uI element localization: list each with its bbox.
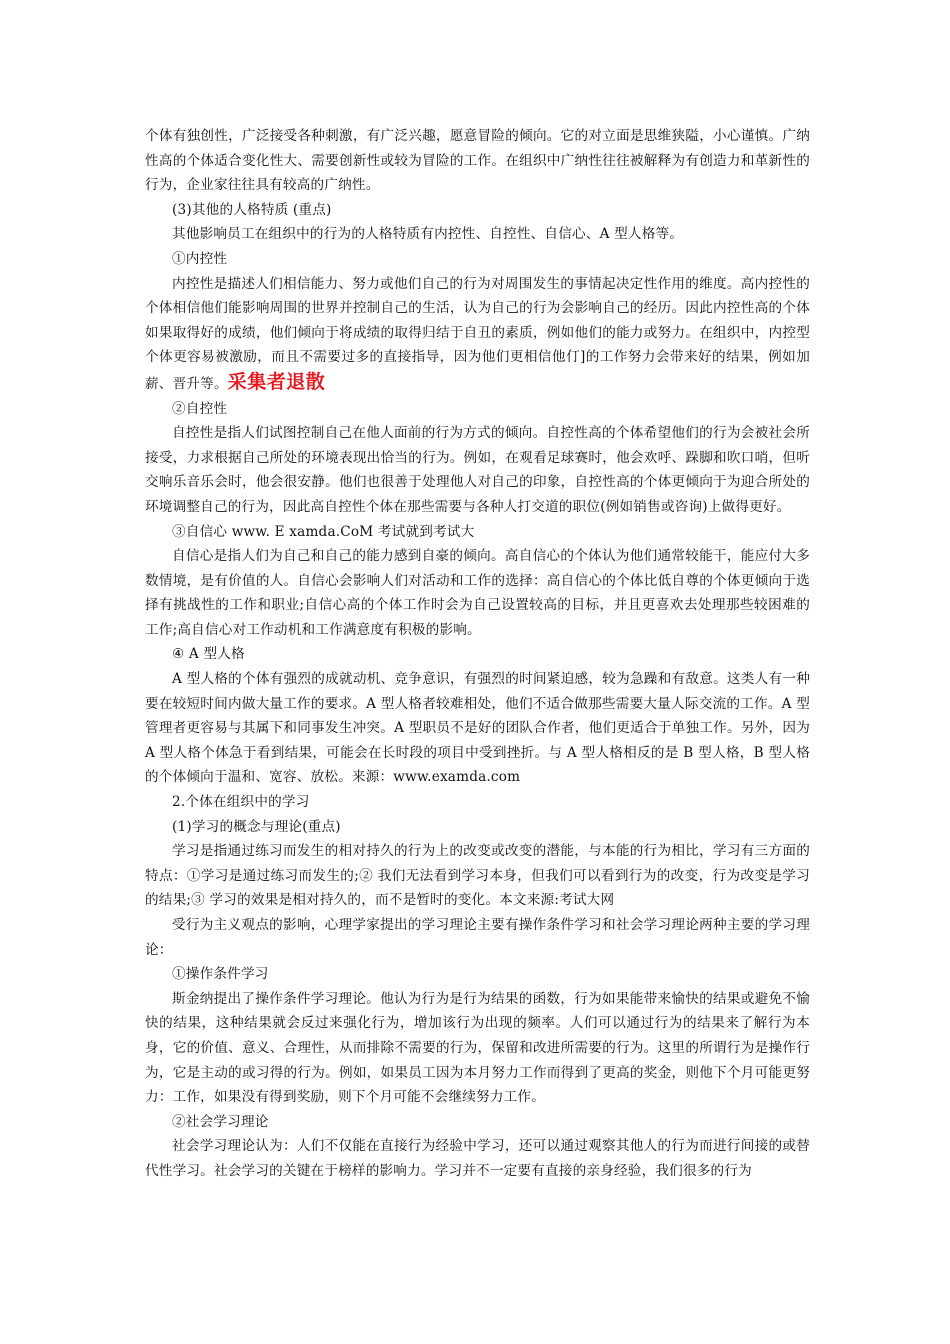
paragraph-learning-theories: 受行为主义观点的影响，心理学家提出的学习理论主要有操作条件学习和社会学习理论两种主要的学习理论： xyxy=(145,917,810,958)
paragraph-locus-of-control xyxy=(145,272,810,397)
heading-other-traits: (3)其他的人格特质 (重点) xyxy=(172,201,332,218)
document-body xyxy=(145,124,810,1184)
paragraph-locus-of-control-text: 内控性是描述人们相信能力、努力或他们自己的行为对周围发生的事情起决定性作用的维度。高内控性的个体相信他们能影响周围的世界并控制自己的生活，认为自己的行为会影响自己的经历。因此内控性高的个体如果取得好的成绩，他们倾向于将成绩的取得归结于自丑的素质，例如他们的能力或努力。在组织中，内控型个体更容易被激励，而且不需要过多的直接指导，因为他们更相信他仃]的工作努力会带来好的结果，例如加薪、晋升等。 xyxy=(145,275,810,392)
paragraph-learning-definition: 学习是指通过练习而发生的相对持久的行为上的改变或改变的潜能，与本能的行为相比，学习有三方面的特点：①学习是通过练习而发生的;② 我们无法看到学习本身，但我们可以看到行为的改变，行为改变是学习的结果;③ 学习的效果是相对持久的，而不是暂时的变化。本文来源:考试大网 xyxy=(145,843,810,909)
heading-type-a: ④ A 型人格 xyxy=(172,646,245,663)
heading-self-esteem: ③自信心 www. E xamda.CoM 考试就到考试大 xyxy=(172,523,475,540)
paragraph-self-esteem: 自信心是指人们为自己和自己的能力感到自豪的倾向。高自信心的个体认为他们通常较能干，能应付大多数情境，是有价值的人。自信心会影响人们对活动和工作的选择：高自信心的个体比低自尊的个体更倾向于选择有挑战性的工作和职业;自信心高的个体工作时会为自己设置较高的目标，并且更喜欢去处理那些较困难的工作;高自信心对工作动机和工作满意度有积极的影响。 xyxy=(145,548,810,638)
heading-operant-conditioning: ①操作条件学习 xyxy=(172,966,269,983)
heading-social-learning: ②社会学习理论 xyxy=(172,1113,269,1130)
paragraph-operant-conditioning: 斯金纳提出了操作条件学习理论。他认为行为是行为结果的函数，行为如果能带来愉快的结果或避免不愉快的结果，这种结果就会反过来强化行为，增加该行为出现的频率。人们可以通过行为的结果来了解行为本身，它的价值、意义、合理性，从而排除不需要的行为，保留和改进所需要的行为。这里的所谓行为是操作行为，它是主动的或习得的行为。例如，如果员工因为本月努力工作而得到了更高的奖金，则他下个月可能更努力：工作，如果没有得到奖励，则下个月可能不会继续努力工作。 xyxy=(145,990,810,1106)
paragraph-openness-continued: 个体有独创性，广泛接受各种刺激，有广泛兴趣，愿意冒险的倾向。它的对立面是思维狭隘，小心谨慎。广纳性高的个体适合变化性大、需要创新性或较为冒险的工作。在组织中广纳性往往被解释为有创造力和革新性的行为，企业家往往具有较高的广纳性。 xyxy=(145,128,810,194)
paragraph-self-monitoring: 自控性是指人们试图控制自己在他人面前的行为方式的倾向。自控性高的个体希望他们的行为会被社会所接受，力求根据自己所处的环境表现出恰当的行为。例如，在观看足球赛时，他会欢呼、跺脚和吹口哨，但听交响乐音乐会时，他会很安静。他们也很善于处理他人对自己的印象，自控性高的个体更倾向于为迎合所处的环境调整自己的行为，因此高自控性个体在那些需要与各种人打交道的职位(例如销售或咨询)上做得更好。 xyxy=(145,425,810,515)
heading-learning-in-organizations: 2.个体在组织中的学习 xyxy=(172,794,310,811)
heading-locus-of-control: ①内控性 xyxy=(172,250,228,267)
watermark-stamp: 采集者退散 xyxy=(227,370,326,393)
paragraph-type-a: A 型人格的个体有强烈的成就动机、竞争意识，有强烈的时间紧迫感，较为急躁和有敌意。这类人有一种要在较短时间内做大量工作的要求。A 型人格者较难相处，他们不适合做那些需要大量人际交流的工作。A 型管理者更容易与其属下和同事发生冲突。A 型职员不是好的团队合作者，他们更适合于单独工作。另外，因为 A 型人格个体急于看到结果，可能会在长时段的项目中受到挫折。与 A 型人格相反的是 B 型人格，B 型人格的个体倾向于温和、宽容、放松。来源：www.examda.com xyxy=(145,671,810,786)
paragraph-social-learning: 社会学习理论认为：人们不仅能在直接行为经验中学习，还可以通过观察其他人的行为而进行间接的或替代性学习。社会学习的关键在于榜样的影响力。学习并不一定要有直接的亲身经验，我们很多的行为 xyxy=(145,1138,810,1179)
heading-self-monitoring: ②自控性 xyxy=(172,400,228,417)
heading-learning-concept: (1)学习的概念与理论(重点) xyxy=(172,818,341,835)
paragraph-other-traits-intro: 其他影响员工在组织中的行为的人格特质有内控性、自控性、自信心、A 型人格等。 xyxy=(172,226,684,243)
